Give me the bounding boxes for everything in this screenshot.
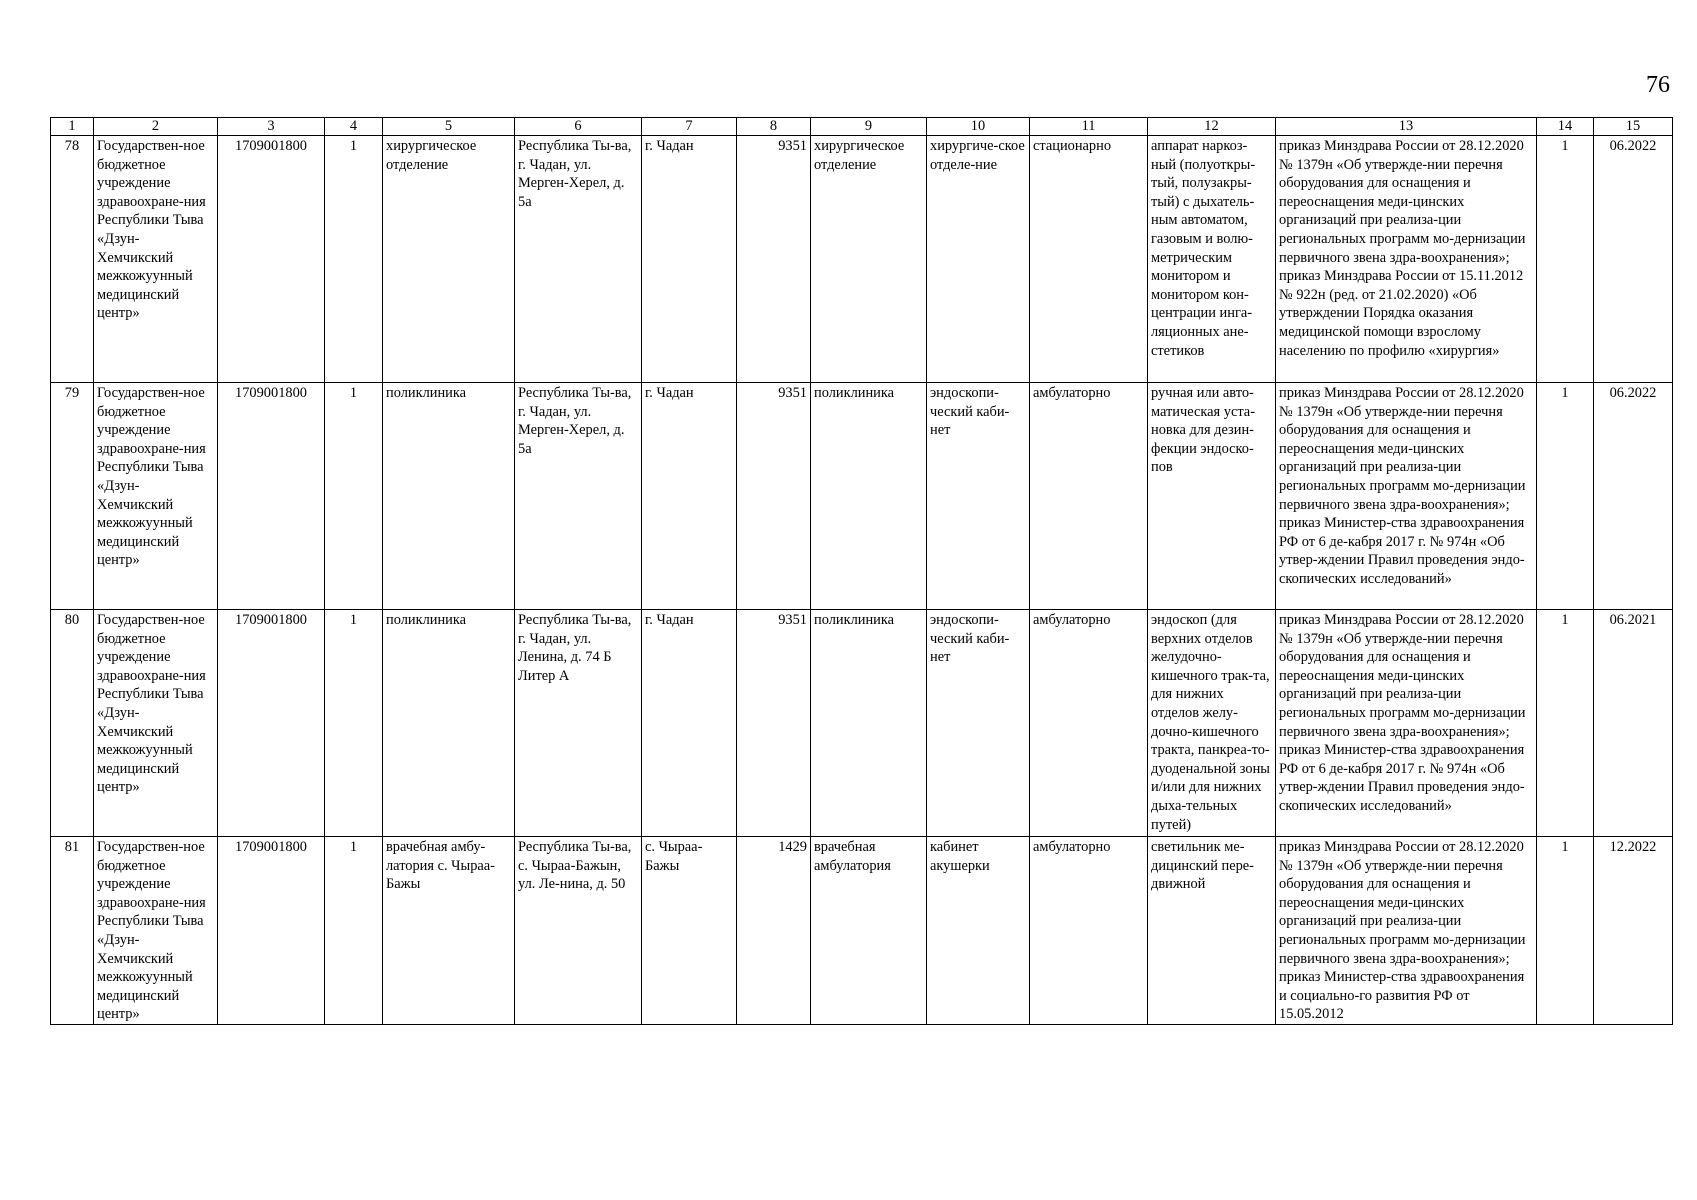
regulation: приказ Минздрава России от 28.12.2020 № 1379н «Об утвержде-нии перечня оборудования для оснащения и переоснащения меди-цинских организаций при реализа-ции региональных программ мо-дернизации первичного звена здра-воохранения»; приказ Минздрава России от 15.11.2012 № 922н (ред. от 21.02.2020) «Об утверждении Порядка оказания медицинской помощи взрослому населению по профилю «хирургия» (1276, 136, 1537, 383)
row-number: 80 (51, 610, 94, 837)
room: хирургиче-ское отделе-ние (927, 136, 1030, 383)
care-condition: стационарно (1030, 136, 1148, 383)
column-header: 7 (642, 118, 737, 136)
locality: г. Чадан (642, 610, 737, 837)
row-number: 81 (51, 837, 94, 1025)
organization-name: Государствен-ное бюджетное учреждение здравоохране-ния Республики Тыва «Дзун-Хемчикский межкожуунный медицинский центр» (94, 383, 218, 610)
table-row (51, 136, 1673, 383)
care-condition: амбулаторно (1030, 610, 1148, 837)
unit: поликлиника (811, 383, 927, 610)
address: Республика Ты-ва, г. Чадан, ул. Мерген-Херел, д. 5а (515, 383, 642, 610)
population: 9351 (737, 136, 811, 383)
deadline: 06.2021 (1594, 610, 1673, 837)
row-number: 79 (51, 383, 94, 610)
room: эндоскопи-ческий каби-нет (927, 610, 1030, 837)
address: Республика Ты-ва, г. Чадан, ул. Ленина, д. 74 Б Литер А (515, 610, 642, 837)
inn: 1709001800 (218, 383, 325, 610)
subdivision: поликлиника (383, 610, 515, 837)
column-header: 8 (737, 118, 811, 136)
table-row (51, 837, 1673, 1025)
population: 9351 (737, 383, 811, 610)
equipment: ручная или авто-матическая уста-новка для дезин-фекции эндоско-пов (1148, 383, 1276, 610)
table-row (51, 610, 1673, 837)
regulation: приказ Минздрава России от 28.12.2020 № 1379н «Об утвержде-нии перечня оборудования для оснащения и переоснащения меди-цинских организаций при реализа-ции региональных программ мо-дернизации первичного звена здра-воохранения»; приказ Министер-ства здравоохранения и социально-го развития РФ от 15.05.2012 (1276, 837, 1537, 1025)
column-header: 14 (1537, 118, 1594, 136)
column-header: 12 (1148, 118, 1276, 136)
column-header: 1 (51, 118, 94, 136)
column-header: 2 (94, 118, 218, 136)
column-header: 11 (1030, 118, 1148, 136)
address: Республика Ты-ва, г. Чадан, ул. Мерген-Херел, д. 5а (515, 136, 642, 383)
page-number: 76 (1646, 72, 1670, 98)
unit: врачебная амбулатория (811, 837, 927, 1025)
locality: г. Чадан (642, 383, 737, 610)
col-4: 1 (325, 383, 383, 610)
deadline: 12.2022 (1594, 837, 1673, 1025)
column-header: 3 (218, 118, 325, 136)
room: эндоскопи-ческий каби-нет (927, 383, 1030, 610)
subdivision: врачебная амбу-латория с. Чыраа-Бажы (383, 837, 515, 1025)
address: Республика Ты-ва, с. Чыраа-Бажын, ул. Ле-нина, д. 50 (515, 837, 642, 1025)
equipment-table (50, 117, 1673, 1025)
col-4: 1 (325, 837, 383, 1025)
column-header: 9 (811, 118, 927, 136)
subdivision: хирургическое отделение (383, 136, 515, 383)
quantity: 1 (1537, 837, 1594, 1025)
quantity: 1 (1537, 610, 1594, 837)
deadline: 06.2022 (1594, 383, 1673, 610)
equipment: аппарат наркоз-ный (полуоткры-тый, полузакры-тый) с дыхатель-ным автоматом, газовым и волю-метрическим монитором и монитором кон-центрации инга-ляционных ане-стетиков (1148, 136, 1276, 383)
unit: поликлиника (811, 610, 927, 837)
subdivision: поликлиника (383, 383, 515, 610)
column-header: 5 (383, 118, 515, 136)
column-header: 4 (325, 118, 383, 136)
inn: 1709001800 (218, 136, 325, 383)
column-header: 6 (515, 118, 642, 136)
locality: г. Чадан (642, 136, 737, 383)
col-4: 1 (325, 610, 383, 837)
population: 1429 (737, 837, 811, 1025)
regulation: приказ Минздрава России от 28.12.2020 № 1379н «Об утвержде-нии перечня оборудования для оснащения и переоснащения меди-цинских организаций при реализа-ции региональных программ мо-дернизации первичного звена здра-воохранения»; приказ Министер-ства здравоохранения РФ от 6 де-кабря 2017 г. № 974н «Об утвер-ждении Правил проведения эндо-скопических исследований» (1276, 383, 1537, 610)
deadline: 06.2022 (1594, 136, 1673, 383)
inn: 1709001800 (218, 837, 325, 1025)
organization-name: Государствен-ное бюджетное учреждение здравоохране-ния Республики Тыва «Дзун-Хемчикский межкожуунный медицинский центр» (94, 136, 218, 383)
quantity: 1 (1537, 136, 1594, 383)
column-header: 10 (927, 118, 1030, 136)
row-number: 78 (51, 136, 94, 383)
unit: хирургическое отделение (811, 136, 927, 383)
organization-name: Государствен-ное бюджетное учреждение здравоохране-ния Республики Тыва «Дзун-Хемчикский межкожуунный медицинский центр» (94, 610, 218, 837)
col-4: 1 (325, 136, 383, 383)
room: кабинет акушерки (927, 837, 1030, 1025)
column-number-row (51, 118, 1673, 136)
care-condition: амбулаторно (1030, 837, 1148, 1025)
table-row (51, 383, 1673, 610)
inn: 1709001800 (218, 610, 325, 837)
population: 9351 (737, 610, 811, 837)
organization-name: Государствен-ное бюджетное учреждение здравоохране-ния Республики Тыва «Дзун-Хемчикский межкожуунный медицинский центр» (94, 837, 218, 1025)
regulation: приказ Минздрава России от 28.12.2020 № 1379н «Об утвержде-нии перечня оборудования для оснащения и переоснащения меди-цинских организаций при реализа-ции региональных программ мо-дернизации первичного звена здра-воохранения»; приказ Министер-ства здравоохранения РФ от 6 де-кабря 2017 г. № 974н «Об утвер-ждении Правил проведения эндо-скопических исследований» (1276, 610, 1537, 837)
equipment: эндоскоп (для верхних отделов желудочно-кишечного трак-та, для нижних отделов желу-дочно-кишечного тракта, панкреа-то-дуоденальной зоны и/или для нижних дыха-тельных путей) (1148, 610, 1276, 837)
equipment: светильник ме-дицинский пере-движной (1148, 837, 1276, 1025)
locality: с. Чыраа-Бажы (642, 837, 737, 1025)
column-header: 15 (1594, 118, 1673, 136)
care-condition: амбулаторно (1030, 383, 1148, 610)
quantity: 1 (1537, 383, 1594, 610)
column-header: 13 (1276, 118, 1537, 136)
